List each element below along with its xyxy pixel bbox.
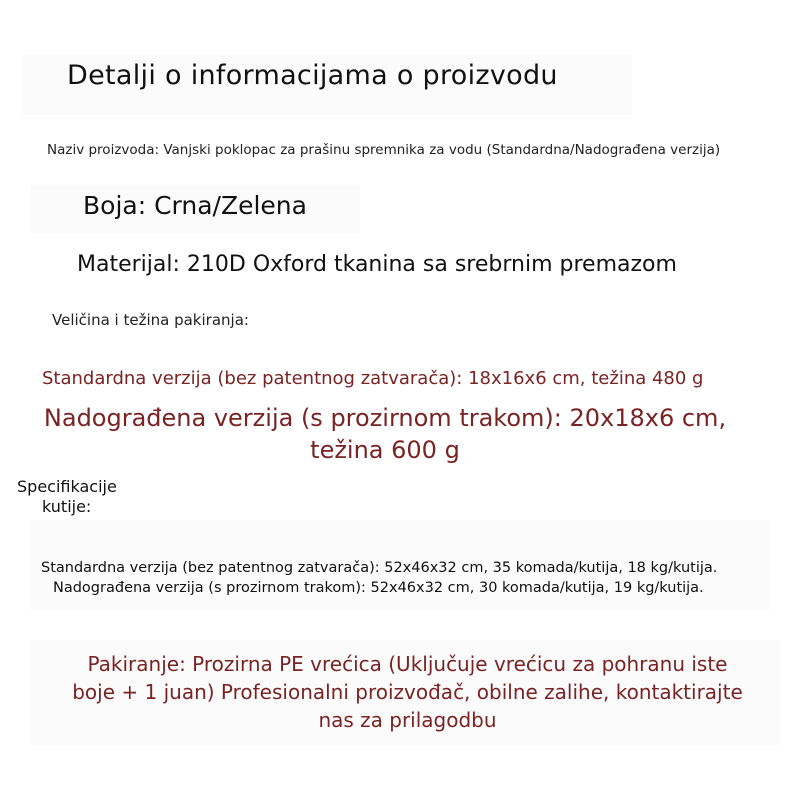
page-title: Detalji o informacijama o proizvodu <box>67 60 558 91</box>
product-name-text: Naziv proizvoda: Vanjski poklopac za prašinu spremnika za vodu (Standardna/Nadograđena verzija) <box>47 142 721 158</box>
standard-version-size-text: Standardna verzija (bez patentnog zatvarača): 18x16x6 cm, težina 480 g <box>42 368 704 389</box>
upgraded-version-size-text: Nadograđena verzija (s prozirnom trakom): 20x18x6 cm, <box>43 404 727 432</box>
material-text: Materijal: 210D Oxford tkanina sa srebrnim premazom <box>77 252 677 277</box>
box-specs-heading-cont: kutije: <box>42 497 92 516</box>
box-upgraded-spec-text: Nadograđena verzija (s prozirnom trakom): 52x46x32 cm, 30 komada/kutija, 19 kg/kutija. <box>53 580 704 596</box>
size-weight-heading: Veličina i težina pakiranja: <box>52 311 249 329</box>
packaging-text: Pakiranje: Prozirna PE vrećica (Uključuje vrećicu za pohranu iste <box>87 652 728 676</box>
box-standard-spec-text: Standardna verzija (bez patentnog zatvarača): 52x46x32 cm, 35 komada/kutija, 18 kg/kutija. <box>41 560 718 576</box>
packaging-text-end: nas za prilagodbu <box>318 708 497 732</box>
upgraded-version-weight-text: težina 600 g <box>310 436 460 464</box>
packaging-text-cont: boje + 1 juan) Profesionalni proizvođač, obilne zalihe, kontaktirajte <box>72 680 743 704</box>
color-text: Boja: Crna/Zelena <box>83 191 307 220</box>
box-specs-heading: Specifikacije <box>17 477 117 496</box>
